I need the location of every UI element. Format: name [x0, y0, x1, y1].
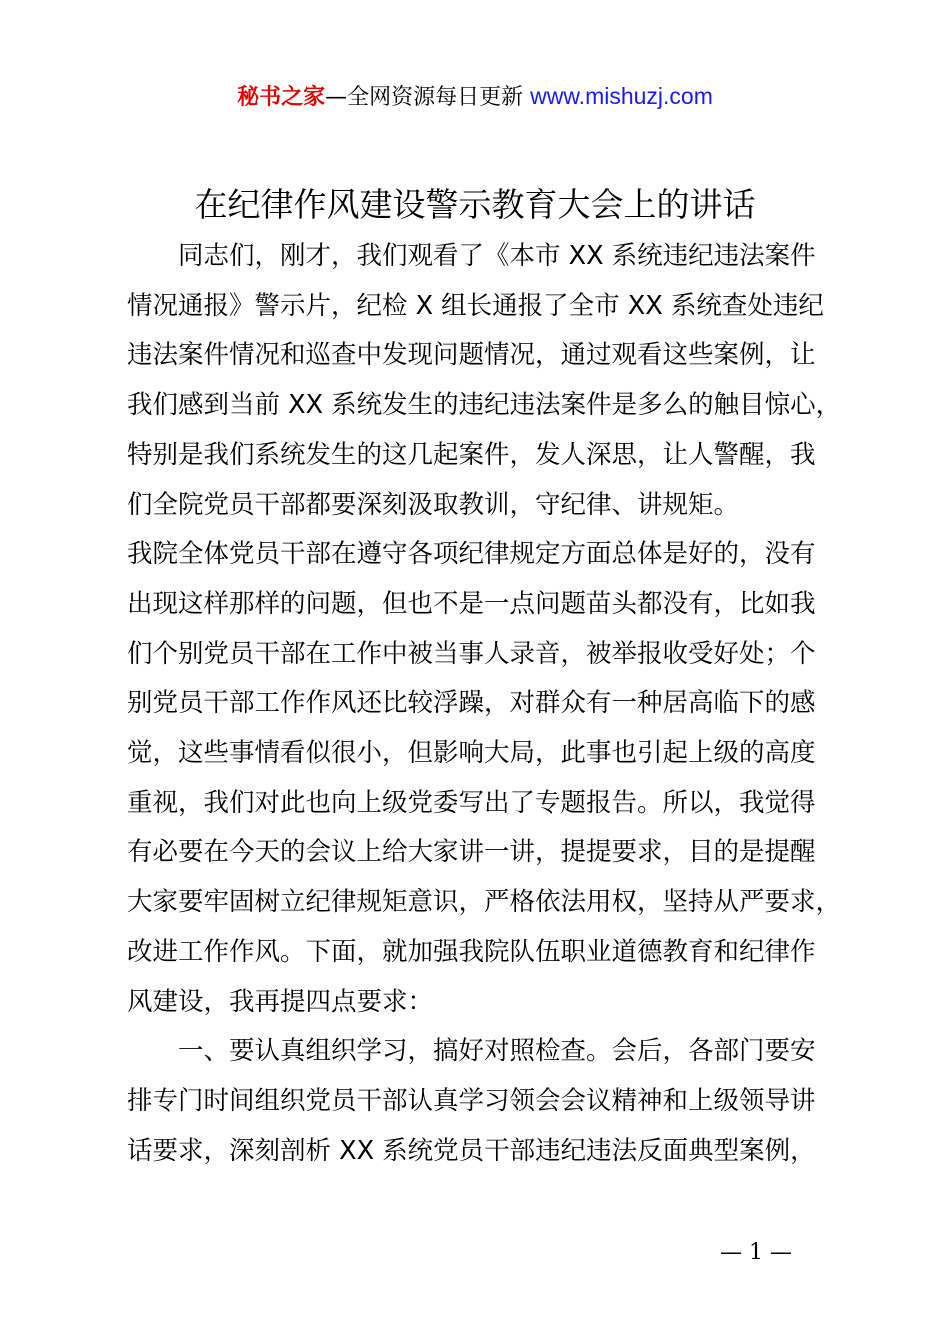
- brand-name: 秘书之家: [237, 85, 326, 110]
- text-line: 出现这样那样的问题，但也不是一点问题苗头都没有，比如我: [127, 588, 816, 619]
- text-line: 情况通报》警示片，纪检 X 组长通报了全市 XX 系统查处违纪: [127, 290, 824, 321]
- document-body: [127, 232, 857, 1176]
- text-line: 话要求，深刻剖析 XX 系统党员干部违纪违法反面典型案例，: [127, 1135, 816, 1166]
- text-line: 们个别党员干部在工作中被当事人录音，被举报收受好处；个: [127, 638, 816, 669]
- text-line: 觉，这些事情看似很小，但影响大局，此事也引起上级的高度: [127, 738, 816, 769]
- text-line: 我们感到当前 XX 系统发生的违纪违法案件是多么的触目惊心，: [127, 390, 842, 421]
- text-line: 同志们，刚才，我们观看了《本市 XX 系统违纪违法案件: [178, 241, 816, 271]
- text-line: 风建设，我再提四点要求：: [127, 986, 434, 1017]
- document-title: 在纪律作风建设警示教育大会上的讲话: [194, 185, 756, 224]
- text-line: 改进工作作风。下面，就加强我院队伍职业道德教育和纪律作: [127, 936, 816, 967]
- text-line: 别党员干部工作作风还比较浮躁，对群众有一种居高临下的感: [127, 688, 816, 719]
- site-header: [0, 80, 950, 114]
- header-tagline: —全网资源每日更新: [325, 85, 524, 110]
- page-number: — 1 —: [720, 1240, 792, 1265]
- text-line: 一、要认真组织学习，搞好对照检查。会后，各部门要安: [178, 1036, 816, 1067]
- text-line: 有必要在今天的会议上给大家讲一讲，提提要求，目的是提醒: [127, 837, 816, 868]
- text-line: 重视，我们对此也向上级党委写出了专题报告。所以，我觉得: [127, 787, 816, 818]
- paragraph-1: [127, 232, 857, 530]
- text-line: 大家要牢固树立纪律规矩意识，严格依法用权，坚持从严要求，: [127, 887, 842, 918]
- paragraph-3: [127, 1027, 857, 1176]
- site-url-link[interactable]: www.mishuzj.com: [530, 83, 713, 109]
- text-line: 违法案件情况和巡查中发现问题情况，通过观看这些案例，让: [127, 340, 816, 371]
- text-line: 排专门时间组织党员干部认真学习领会会议精神和上级领导讲: [127, 1085, 816, 1116]
- paragraph-2: [127, 530, 857, 1027]
- text-line: 我院全体党员干部在遵守各项纪律规定方面总体是好的，没有: [127, 539, 816, 570]
- text-line: 们全院党员干部都要深刻汲取教训，守纪律、讲规矩。: [127, 489, 740, 520]
- text-line: 特别是我们系统发生的这几起案件，发人深思，让人警醒，我: [127, 439, 816, 470]
